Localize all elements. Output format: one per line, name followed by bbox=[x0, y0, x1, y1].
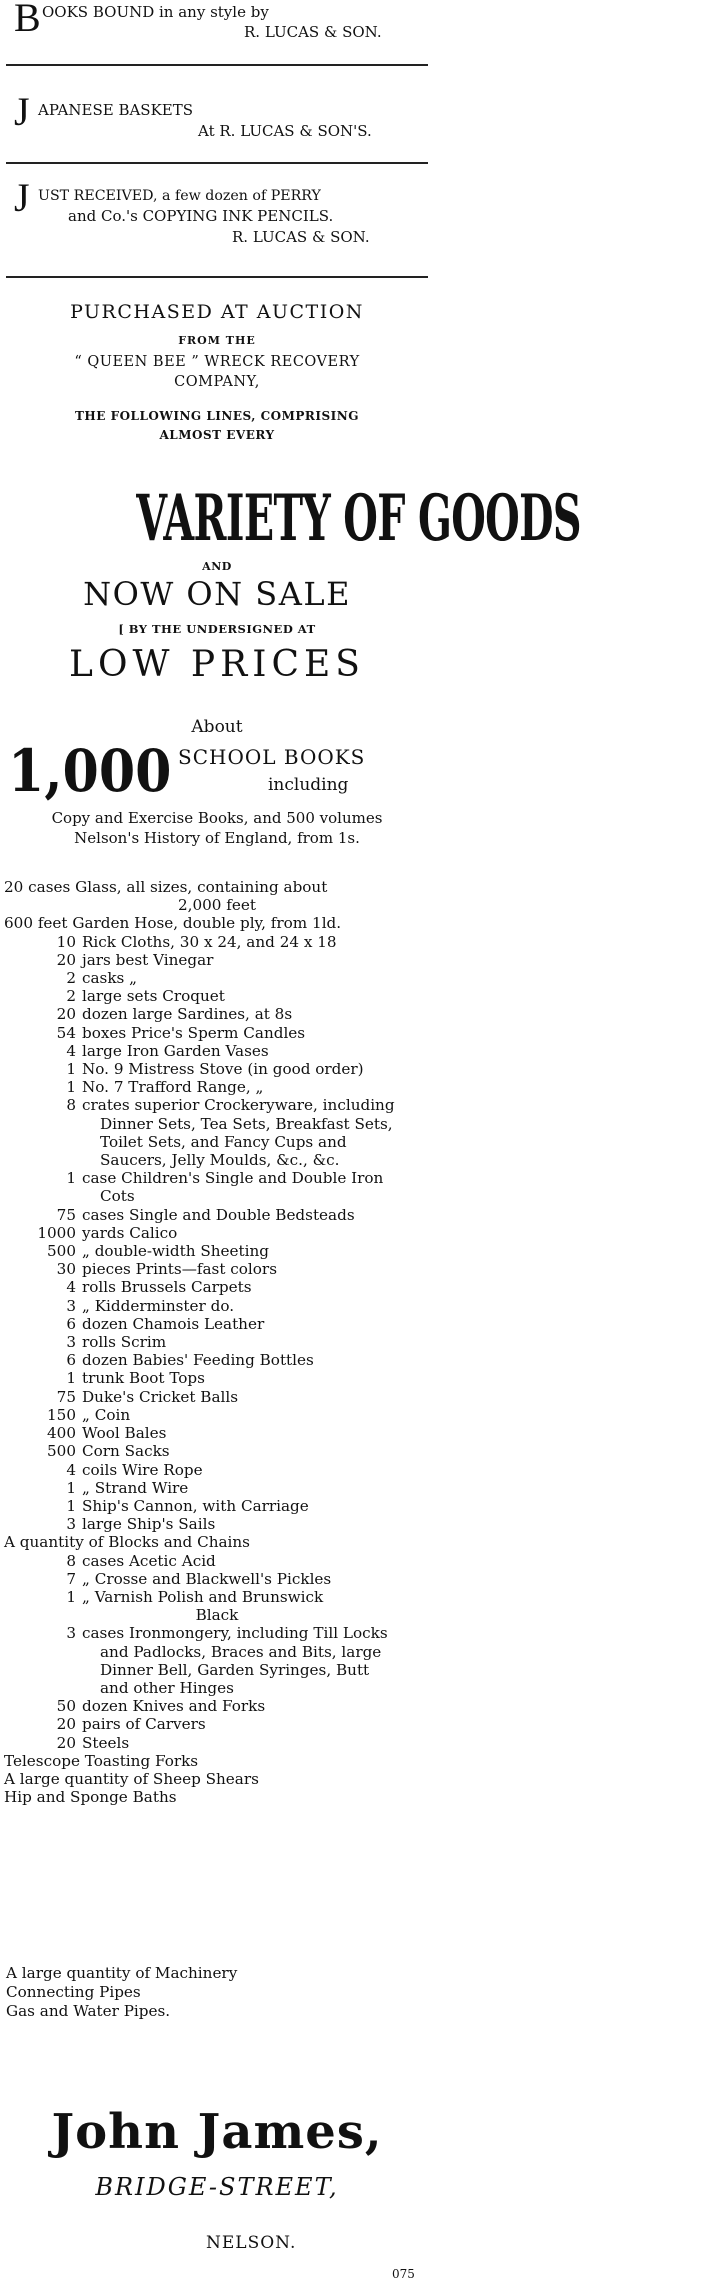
footer-items bbox=[6, 1964, 426, 2021]
signature-street: BRIDGE-STREET, bbox=[95, 2173, 339, 2201]
list-item bbox=[4, 1169, 430, 1187]
item-description: „ Varnish Polish and Brunswick bbox=[82, 1587, 324, 1606]
item-description: Rick Cloths, 30 x 24, and 24 x 18 bbox=[82, 932, 337, 951]
list-item bbox=[4, 1369, 430, 1387]
list-item bbox=[4, 1624, 430, 1642]
list-item bbox=[4, 951, 430, 969]
list-item bbox=[4, 1388, 430, 1406]
item-description: rolls Scrim bbox=[82, 1333, 167, 1352]
item-description: cases Ironmongery, including Till Locks bbox=[82, 1624, 388, 1643]
item-description: case Children's Single and Double Iron bbox=[82, 1169, 384, 1188]
item-description: Toilet Sets, and Fancy Cups and bbox=[100, 1132, 347, 1151]
item-description: „ Strand Wire bbox=[82, 1478, 189, 1497]
list-item bbox=[4, 1570, 430, 1588]
list-item bbox=[4, 1278, 430, 1296]
ad-japanese-baskets bbox=[12, 86, 432, 148]
list-item bbox=[4, 987, 430, 1005]
list-item bbox=[4, 1461, 430, 1479]
item-quantity: 1 bbox=[66, 1478, 76, 1497]
ad-line: At R. LUCAS & SON'S. bbox=[198, 122, 372, 140]
item-quantity: 7 bbox=[66, 1569, 76, 1588]
list-item bbox=[4, 1333, 430, 1351]
footer-item: Gas and Water Pipes. bbox=[6, 2002, 171, 2020]
item-quantity: 20 bbox=[56, 950, 76, 969]
heading-about: About bbox=[191, 717, 243, 737]
item-description: boxes Price's Sperm Candles bbox=[82, 1023, 306, 1042]
ad-books-bound bbox=[12, 0, 432, 66]
item-quantity bbox=[4, 1661, 82, 1679]
heading-almost-every: ALMOST EVERY bbox=[159, 428, 275, 442]
item-description: Steels bbox=[82, 1733, 130, 1752]
copy-line-1: Copy and Exercise Books, and 500 volumes bbox=[51, 809, 383, 827]
divider bbox=[6, 162, 428, 164]
item-quantity: 30 bbox=[56, 1260, 76, 1279]
list-item bbox=[4, 1406, 430, 1424]
heading-by-undersigned: [ BY THE UNDERSIGNED AT bbox=[118, 622, 316, 636]
school-books-block bbox=[0, 738, 434, 808]
heading-purchased: PURCHASED AT AUCTION bbox=[70, 301, 364, 323]
list-item bbox=[4, 1260, 430, 1278]
ad-line: and Co.'s COPYING INK PENCILS. bbox=[68, 207, 334, 225]
item-description: dozen Knives and Forks bbox=[82, 1697, 266, 1716]
list-item bbox=[4, 1552, 430, 1570]
list-item bbox=[4, 1206, 430, 1224]
item-description: large Ship's Sails bbox=[82, 1515, 216, 1534]
list-item bbox=[4, 1606, 430, 1624]
heading-from-the: FROM THE bbox=[178, 334, 256, 347]
heading-company: COMPANY, bbox=[174, 374, 260, 390]
item-quantity: 1 bbox=[66, 1078, 76, 1097]
list-item bbox=[4, 933, 430, 951]
list-item bbox=[4, 1752, 430, 1770]
list-item bbox=[4, 1187, 430, 1205]
item-description: A quantity of Blocks and Chains bbox=[4, 1533, 250, 1552]
item-quantity: 500 bbox=[47, 1242, 76, 1261]
item-description: Wool Bales bbox=[82, 1424, 167, 1443]
ad-line: APANESE BASKETS bbox=[38, 101, 194, 119]
item-quantity: 50 bbox=[56, 1697, 76, 1716]
signature-town: NELSON. bbox=[206, 2233, 297, 2253]
ad-line: UST RECEIVED, a few dozen of PERRY bbox=[38, 188, 321, 204]
item-quantity: 3 bbox=[66, 1515, 76, 1534]
list-item bbox=[4, 1096, 430, 1114]
item-description: and other Hinges bbox=[100, 1678, 234, 1697]
item-description: 2,000 feet bbox=[177, 896, 256, 915]
item-quantity: 1 bbox=[66, 1587, 76, 1606]
item-quantity: 1 bbox=[66, 1496, 76, 1515]
item-quantity: 6 bbox=[66, 1314, 76, 1333]
item-quantity: 4 bbox=[66, 1460, 76, 1479]
item-description: large sets Croquet bbox=[82, 987, 225, 1006]
item-quantity: 8 bbox=[66, 1551, 76, 1570]
list-item bbox=[4, 1024, 430, 1042]
item-quantity: 1 bbox=[66, 1369, 76, 1388]
item-description: Dinner Bell, Garden Syringes, Butt bbox=[100, 1660, 370, 1679]
list-item bbox=[4, 1424, 430, 1442]
list-item bbox=[4, 1679, 430, 1697]
copy-line-2: Nelson's History of England, from 1s. bbox=[74, 829, 360, 847]
list-item bbox=[4, 1533, 430, 1551]
list-item bbox=[4, 1133, 430, 1151]
heading-queen-bee: “ QUEEN BEE ” WRECK RECOVERY bbox=[74, 354, 360, 370]
item-description: cases Single and Double Bedsteads bbox=[82, 1205, 355, 1224]
item-quantity: 1000 bbox=[37, 1223, 76, 1242]
item-description: large Iron Garden Vases bbox=[82, 1041, 269, 1060]
item-description: „ Crosse and Blackwell's Pickles bbox=[82, 1569, 332, 1588]
item-description: A large quantity of Sheep Shears bbox=[4, 1769, 259, 1788]
list-item bbox=[4, 1770, 430, 1788]
item-quantity: 4 bbox=[66, 1041, 76, 1060]
item-quantity: 75 bbox=[56, 1387, 76, 1406]
ad-line: R. LUCAS & SON. bbox=[244, 23, 382, 41]
item-description: dozen Chamois Leather bbox=[82, 1314, 265, 1333]
big-number: 1,000 bbox=[8, 737, 172, 805]
item-description: No. 7 Trafford Range, „ bbox=[82, 1078, 264, 1097]
heading-and: AND bbox=[202, 560, 232, 573]
item-description: trunk Boot Tops bbox=[82, 1369, 205, 1388]
heading-low-prices: LOW PRICES bbox=[69, 644, 365, 685]
ad-line: R. LUCAS & SON. bbox=[232, 228, 370, 246]
ad-just-received bbox=[12, 170, 432, 254]
item-description: and Padlocks, Braces and Bits, large bbox=[100, 1642, 382, 1661]
item-description: yards Calico bbox=[82, 1223, 178, 1242]
list-item bbox=[4, 1479, 430, 1497]
item-description: dozen large Sardines, at 8s bbox=[82, 1005, 293, 1024]
item-description: No. 9 Mistress Stove (in good order) bbox=[82, 1060, 364, 1079]
item-quantity: 400 bbox=[47, 1424, 76, 1443]
item-description: rolls Brussels Carpets bbox=[82, 1278, 252, 1297]
item-quantity: 75 bbox=[56, 1205, 76, 1224]
list-item bbox=[4, 1078, 430, 1096]
item-quantity: 10 bbox=[56, 932, 76, 951]
item-quantity: 3 bbox=[66, 1333, 76, 1352]
item-quantity: 54 bbox=[56, 1023, 76, 1042]
heading-now-on-sale: NOW ON SALE bbox=[83, 575, 351, 613]
item-description: Black bbox=[195, 1606, 239, 1625]
item-description: cases Acetic Acid bbox=[82, 1551, 216, 1570]
item-quantity: 20 bbox=[56, 1733, 76, 1752]
headline-text: VARIETY OF GOODS bbox=[136, 481, 581, 556]
school-books: SCHOOL BOOKS bbox=[178, 745, 366, 769]
item-quantity bbox=[4, 1115, 82, 1133]
item-list bbox=[4, 878, 430, 1806]
item-description: Corn Sacks bbox=[82, 1442, 170, 1461]
reference-number: 075 bbox=[392, 2267, 415, 2281]
footer-item: Connecting Pipes bbox=[6, 1983, 141, 2001]
item-description: crates superior Crockeryware, including bbox=[82, 1096, 395, 1115]
item-description: jars best Vinegar bbox=[82, 950, 214, 969]
item-description: Telescope Toasting Forks bbox=[4, 1751, 199, 1770]
list-item bbox=[4, 1315, 430, 1333]
list-item bbox=[4, 1588, 430, 1606]
list-item bbox=[4, 1788, 430, 1806]
item-quantity: 2 bbox=[66, 969, 76, 988]
list-item bbox=[4, 1115, 430, 1133]
list-item bbox=[4, 1442, 430, 1460]
item-description: 20 cases Glass, all sizes, containing about bbox=[4, 878, 328, 896]
footer-item: A large quantity of Machinery bbox=[6, 1964, 238, 1982]
item-description: 600 feet Garden Hose, double ply, from 1ld. bbox=[4, 914, 342, 933]
item-description: pieces Prints—fast colors bbox=[82, 1260, 277, 1279]
auction-heading bbox=[0, 300, 434, 444]
item-description: Hip and Sponge Baths bbox=[4, 1788, 177, 1807]
divider bbox=[6, 276, 428, 278]
item-quantity: 3 bbox=[66, 1296, 76, 1315]
list-item bbox=[4, 969, 430, 987]
item-quantity: 2 bbox=[66, 987, 76, 1006]
list-item bbox=[4, 1643, 430, 1661]
item-description: Saucers, Jelly Moulds, &c., &c. bbox=[100, 1151, 340, 1170]
dropcap: J bbox=[14, 89, 30, 134]
list-item bbox=[4, 1151, 430, 1169]
list-item bbox=[4, 1697, 430, 1715]
item-quantity: 6 bbox=[66, 1351, 76, 1370]
list-item bbox=[4, 1497, 430, 1515]
item-description: „ Kidderminster do. bbox=[82, 1296, 235, 1315]
item-quantity: 4 bbox=[66, 1278, 76, 1297]
list-item bbox=[4, 1005, 430, 1023]
item-description: „ Coin bbox=[82, 1405, 131, 1424]
item-quantity: 150 bbox=[47, 1405, 76, 1424]
heading-following-lines: THE FOLLOWING LINES, COMPRISING bbox=[74, 409, 360, 423]
dropcap: B bbox=[14, 0, 41, 40]
signature-name: John James, bbox=[51, 2104, 383, 2160]
dropcap: J bbox=[14, 175, 30, 220]
list-item bbox=[4, 1734, 430, 1752]
item-description: dozen Babies' Feeding Bottles bbox=[82, 1351, 314, 1370]
list-item bbox=[4, 1242, 430, 1260]
item-quantity bbox=[4, 1679, 82, 1697]
ad-line: OOKS BOUND in any style by bbox=[42, 3, 269, 21]
headline-variety bbox=[0, 481, 581, 556]
item-quantity: 1 bbox=[66, 1169, 76, 1188]
list-item bbox=[4, 914, 430, 932]
list-item bbox=[4, 1661, 430, 1679]
divider bbox=[6, 64, 428, 66]
item-quantity: 500 bbox=[47, 1442, 76, 1461]
item-quantity bbox=[4, 1187, 82, 1205]
list-item bbox=[4, 878, 430, 896]
item-description: Duke's Cricket Balls bbox=[82, 1387, 239, 1406]
item-description: casks „ bbox=[82, 969, 138, 988]
item-description: „ double-width Sheeting bbox=[82, 1242, 269, 1261]
including: including bbox=[268, 775, 349, 795]
list-item bbox=[4, 1715, 430, 1733]
list-item bbox=[4, 1297, 430, 1315]
list-item bbox=[4, 1515, 430, 1533]
item-description: Cots bbox=[100, 1187, 135, 1206]
item-quantity: 1 bbox=[66, 1060, 76, 1079]
list-item bbox=[4, 1042, 430, 1060]
item-quantity bbox=[4, 1643, 82, 1661]
item-quantity: 3 bbox=[66, 1624, 76, 1643]
list-item bbox=[4, 1224, 430, 1242]
item-quantity: 20 bbox=[56, 1715, 76, 1734]
item-description: coils Wire Rope bbox=[82, 1460, 203, 1479]
list-item bbox=[4, 1351, 430, 1369]
list-item bbox=[4, 896, 430, 914]
item-quantity: 8 bbox=[66, 1096, 76, 1115]
item-quantity bbox=[4, 1133, 82, 1151]
list-item bbox=[4, 1060, 430, 1078]
item-quantity bbox=[4, 1151, 82, 1169]
item-description: Ship's Cannon, with Carriage bbox=[82, 1496, 309, 1515]
item-description: pairs of Carvers bbox=[82, 1715, 206, 1734]
item-quantity: 20 bbox=[56, 1005, 76, 1024]
item-description: Dinner Sets, Tea Sets, Breakfast Sets, bbox=[100, 1114, 393, 1133]
